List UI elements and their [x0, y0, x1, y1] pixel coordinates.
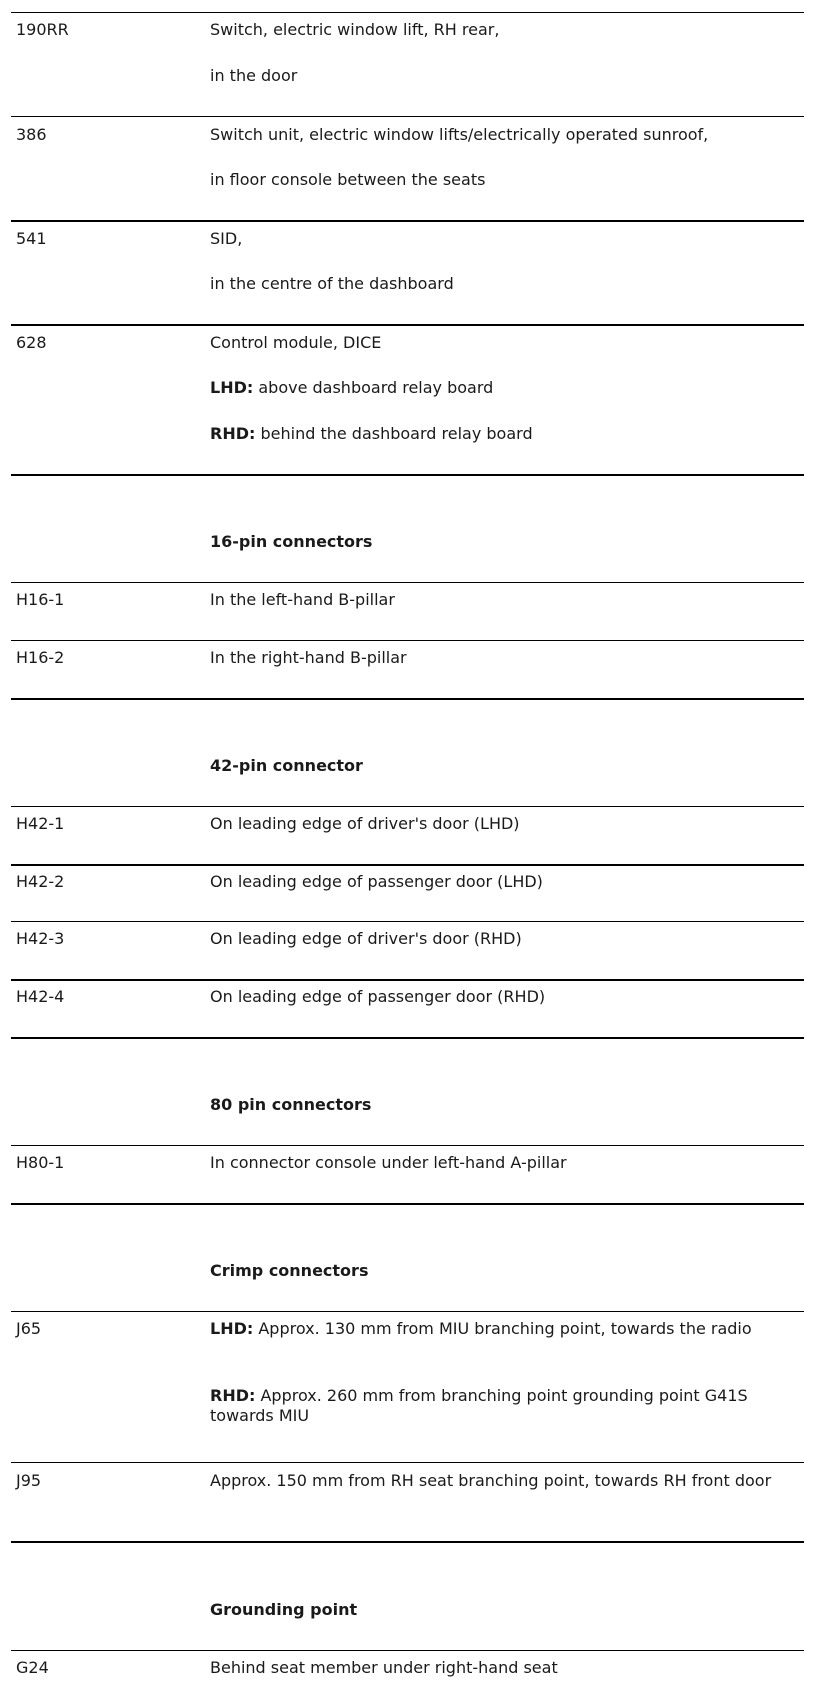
connector-code: J65: [16, 1319, 42, 1338]
connector-location: On leading edge of passenger door (RHD): [210, 987, 546, 1006]
row-divider: [11, 1311, 804, 1312]
lhd-label: LHD:: [210, 378, 254, 397]
component-name: Switch, electric window lift, RH rear,: [210, 20, 500, 39]
lhd-text: Approx. 130 mm from MIU branching point, towards the radio: [253, 1319, 752, 1338]
row-divider: [11, 979, 804, 981]
component-location-rhd: [210, 424, 533, 444]
row-divider: [11, 864, 804, 866]
row-divider: [11, 1037, 804, 1039]
row-divider: [11, 582, 804, 583]
row-divider: [11, 1541, 804, 1543]
connector-location: On leading edge of driver's door (RHD): [210, 929, 522, 948]
component-code: 190RR: [16, 20, 69, 39]
connector-location: On leading edge of passenger door (LHD): [210, 872, 543, 891]
row-divider: [11, 1650, 804, 1651]
connector-code: H16-2: [16, 648, 65, 667]
connector-code: H42-3: [16, 929, 65, 948]
row-divider: [11, 220, 804, 222]
grounding-location: Behind seat member under right-hand seat: [210, 1658, 558, 1677]
component-location-lhd: [210, 378, 493, 398]
section-heading: Grounding point: [210, 1600, 358, 1619]
connector-code: H42-1: [16, 814, 65, 833]
row-divider: [11, 1462, 804, 1463]
component-name: SID,: [210, 229, 243, 248]
rhd-label: RHD:: [210, 1386, 256, 1405]
connector-location: In connector console under left-hand A-pillar: [210, 1153, 567, 1172]
section-heading: 16-pin connectors: [210, 532, 373, 551]
connector-location: On leading edge of driver's door (LHD): [210, 814, 520, 833]
row-divider: [11, 921, 804, 922]
component-location: in floor console between the seats: [210, 170, 486, 189]
connector-location: In the left-hand B-pillar: [210, 590, 395, 609]
row-divider: [11, 806, 804, 807]
lhd-text: above dashboard relay board: [253, 378, 494, 397]
row-divider: [11, 1145, 804, 1146]
component-name: Switch unit, electric window lifts/electrically operated sunroof,: [210, 125, 709, 144]
row-divider: [11, 12, 804, 13]
section-heading: 42-pin connector: [210, 756, 363, 775]
section-heading: Crimp connectors: [210, 1261, 369, 1280]
row-divider: [11, 640, 804, 641]
component-name: Control module, DICE: [210, 333, 382, 352]
connector-location-rhd: [210, 1386, 790, 1426]
row-divider: [11, 1203, 804, 1205]
connector-location-lhd: [210, 1319, 790, 1339]
component-code: 628: [16, 333, 47, 352]
row-divider: [11, 698, 804, 700]
connector-location: In the right-hand B-pillar: [210, 648, 407, 667]
connector-location: Approx. 150 mm from RH seat branching point, towards RH front door: [210, 1471, 772, 1490]
rhd-text: behind the dashboard relay board: [255, 424, 533, 443]
component-location: in the door: [210, 66, 298, 85]
rhd-text: Approx. 260 mm from branching point grounding point G41S towards MIU: [210, 1386, 748, 1425]
connector-code: H80-1: [16, 1153, 65, 1172]
connector-code: H16-1: [16, 590, 65, 609]
row-divider: [11, 116, 804, 117]
component-code: 386: [16, 125, 47, 144]
row-divider: [11, 474, 804, 476]
rhd-label: RHD:: [210, 424, 256, 443]
connector-code: J95: [16, 1471, 42, 1490]
component-code: 541: [16, 229, 47, 248]
component-location: in the centre of the dashboard: [210, 274, 454, 293]
connector-code: H42-2: [16, 872, 65, 891]
row-divider: [11, 324, 804, 326]
lhd-label: LHD:: [210, 1319, 254, 1338]
grounding-code: G24: [16, 1658, 49, 1677]
connector-code: H42-4: [16, 987, 65, 1006]
section-heading: 80 pin connectors: [210, 1095, 372, 1114]
